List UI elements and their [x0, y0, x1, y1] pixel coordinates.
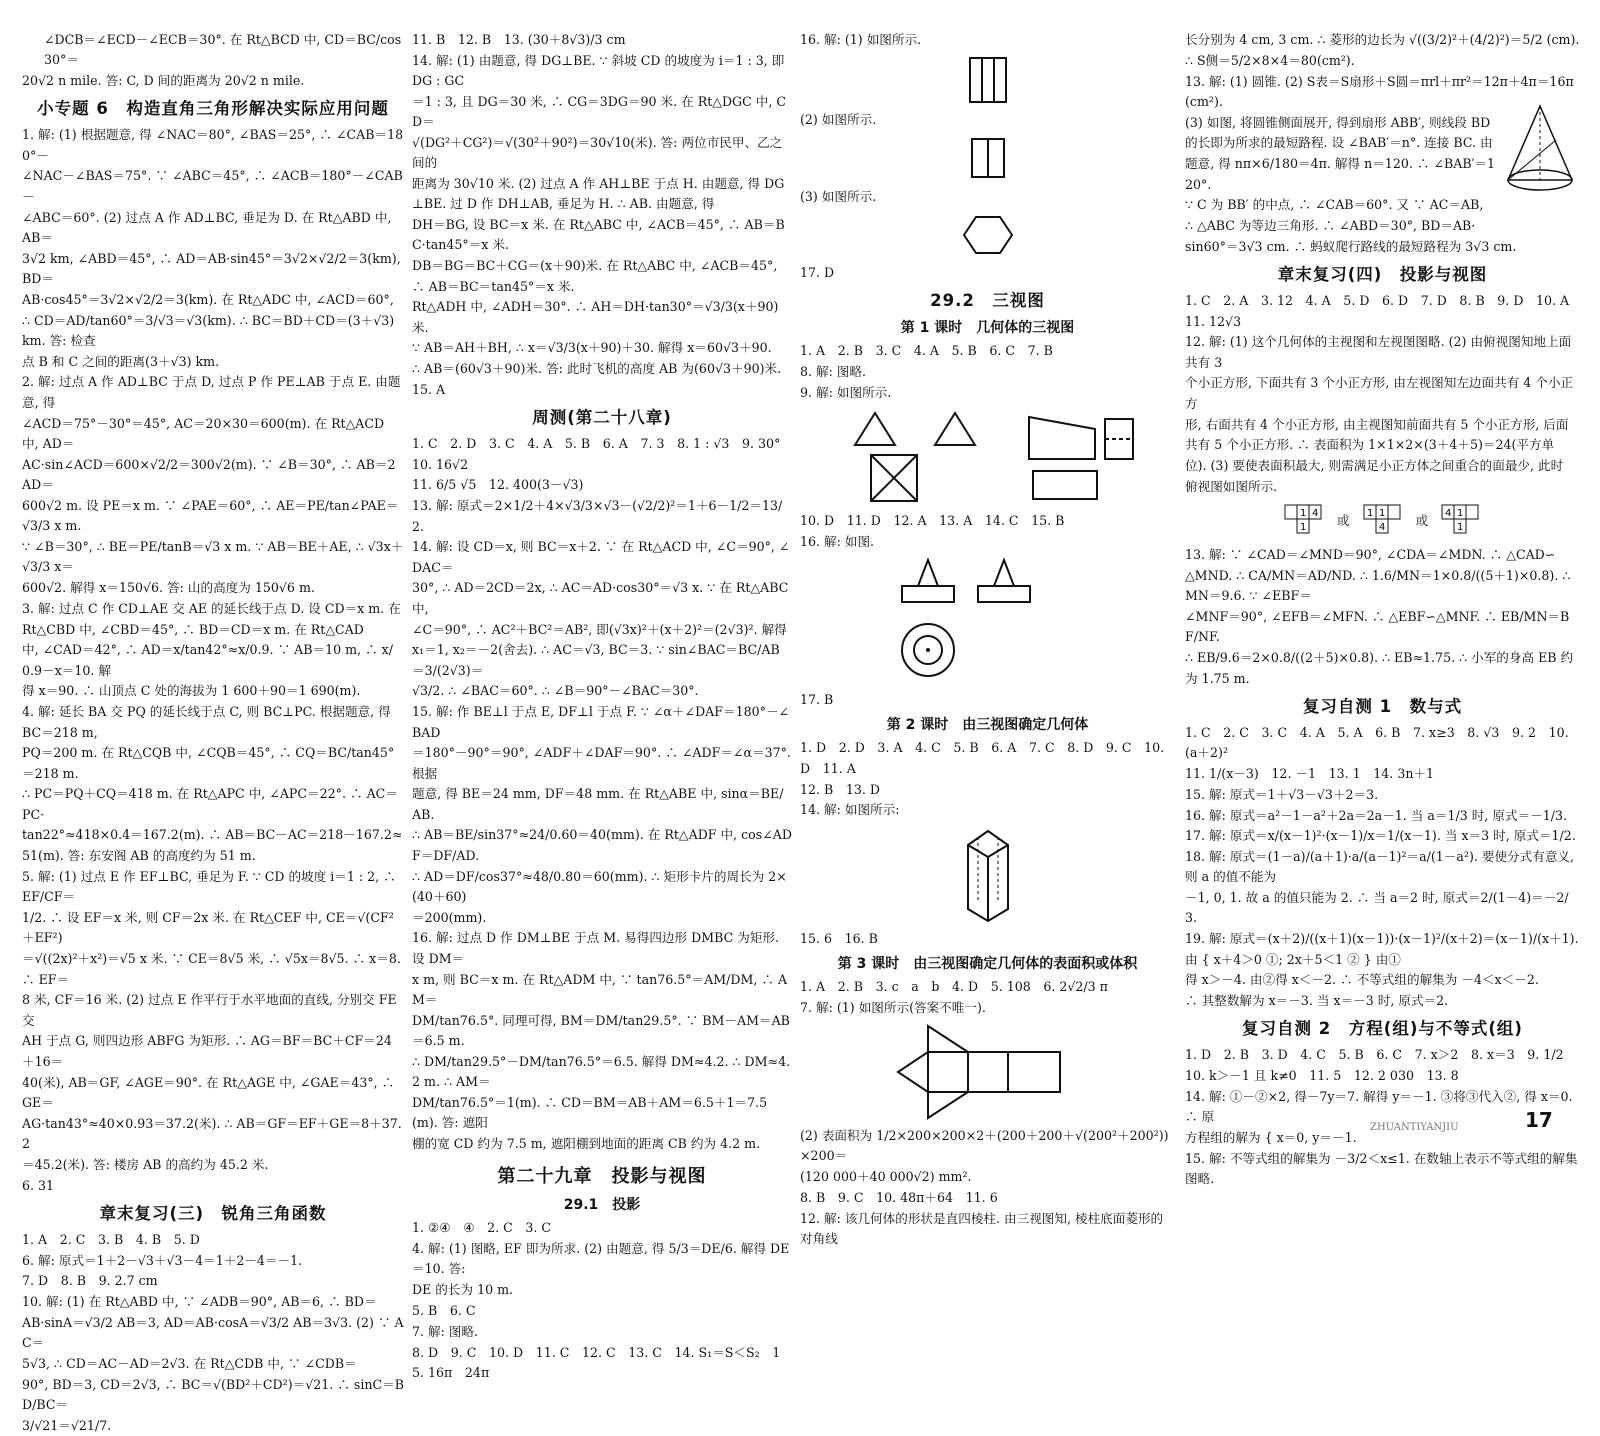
- c1-line-2: 20√2 n mile. 答: C, D 间的距离为 20√2 n mile.: [22, 73, 305, 89]
- c1-answer-4: [22, 702, 404, 866]
- top-view-grid-3: [1440, 503, 1482, 539]
- text-line: DM/tan76.5°＝1(m). ∴ CD＝BM＝AB＋AM＝6.5＋1＝7.5(m). 答: 遮阳: [412, 1094, 768, 1131]
- text-line: ＝200(mm).: [412, 909, 487, 925]
- text-line: 19. 解: 原式＝(x＋2)/((x＋1)(x－1))·(x－1)²/(x＋2)＝(x－1)/(x＋1). 由 { x＋4＞0 ①; 2x＋5＜1 ② } 由①: [1185, 931, 1579, 967]
- c3-lesson1-q9: 9. 解: 如图所示.: [800, 384, 892, 400]
- text-line: △MND. ∴ CA/MN＝AD/ND. ∴ 1.6/MN＝1×0.8/((5＋1)×0.8). ∴ MN＝9.6. ∵ ∠EBF＝: [1185, 568, 1571, 604]
- text-line: ∴ CD＝AD/tan60°＝3/√3＝√3(km). ∴ BC＝BD＋CD＝(3＋√3) km. 答: 检查: [22, 312, 395, 348]
- text-line: ∠NAC－∠BAS＝75°. ∵ ∠ABC＝45°, ∴ ∠ACB＝180°－∠CAB－: [22, 168, 403, 204]
- svg-text:1: 1: [1299, 522, 1307, 534]
- net-of-prism-figure: [888, 1022, 1088, 1122]
- c3-lesson2-choices: 1. D 2. D 3. A 4. C 5. B 6. A 7. C 8. D 9. C 10. D 11. A: [800, 740, 1165, 776]
- text-line: AH 于点 G, 则四边形 ABFG 为矩形. ∴ AG＝BF＝BC＋CF＝24＋16＝: [22, 1033, 392, 1069]
- c1-review3-answers: [22, 1230, 404, 1436]
- text-line: ∵ AB＝AH＋BH, ∴ x＝√3/3(x＋90)＋30. 解得 x＝60√3＋90.: [412, 340, 772, 356]
- text-line: ∴ S侧＝5/2×8×4＝80(cm²).: [1185, 52, 1355, 68]
- text-line: －1, 0, 1. 故 a 的值只能为 2. ∴ 当 a＝2 时, 原式＝2/(1－4)＝－2/3.: [1185, 890, 1569, 926]
- prism-solid-figure: [948, 825, 1028, 925]
- text-line: 14. 解: ①－②×2, 得－7y＝7. 解得 y＝－1. ③将③代入②, 得 x＝0. ∴ 原: [1185, 1089, 1573, 1125]
- text-line: 600√2 m. 设 PE＝x m. ∵ ∠PAE＝60°, ∴ AE＝PE/tan∠PAE＝√3/3 x m.: [22, 497, 399, 534]
- text-line: 1. A 2. C 3. B 4. B 5. D: [22, 1231, 200, 1247]
- text-line: 5. 解: (1) 过点 E 作 EF⊥BC, 垂足为 F. ∵ CD 的坡度 i＝1 : 2, ∴ EF/CF＝: [22, 869, 396, 905]
- svg-text:1: 1: [1378, 508, 1385, 520]
- c3-lesson1-q16: 16. 解: 如图.: [800, 533, 875, 549]
- text-line: √3/2. ∴ ∠BAC＝60°. ∴ ∠B＝90°－∠BAC＝30°.: [412, 683, 699, 699]
- svg-text:1: 1: [1299, 508, 1307, 520]
- c3-lesson3-q12: 12. 解: 该几何体的形状是直四棱柱. 由三视图知, 棱柱底面菱形的对角线: [800, 1210, 1164, 1247]
- text-line: 方程组的解为 { x＝0, y＝－1.: [1185, 1130, 1357, 1146]
- svg-text:4: 4: [1378, 522, 1385, 534]
- c1-answer-6: 6. 31: [22, 1177, 55, 1193]
- text-line: 1. C 2. A 3. 12 4. A 5. D 6. D 7. D 8. B 9. D 10. A 11. 12√3: [1185, 293, 1582, 329]
- c3-heading-lesson2: 第 2 课时 由三视图确定几何体: [886, 717, 1089, 734]
- top-view-grid-1: [1283, 503, 1325, 539]
- c3-lesson3-q7-part2b: (120 000＋40 000√2) mm².: [800, 1169, 972, 1185]
- column-1: [22, 30, 404, 1433]
- text-line: 4. 解: (1) 图略, EF 即为所求. (2) 由题意, 得 5/3＝DE/6. 解得 DE＝10. 答:: [412, 1241, 790, 1277]
- c3-q16: 16. 解: (1) 如图所示.: [800, 32, 922, 47]
- text-line: 11. B 12. B 13. (30＋8√3)/3 cm: [412, 32, 626, 47]
- c1-answer-2: [22, 372, 404, 598]
- text-line: 2. 解: 过点 A 作 AD⊥BC 于点 D, 过点 P 作 PE⊥AB 于点 E. 由题意, 得: [22, 374, 401, 410]
- c1-answer-1: [22, 125, 404, 372]
- c4-top-answers: [1185, 30, 1580, 257]
- text-line: 14. 解: (1) 由题意, 得 DG⊥BE. ∵ 斜坡 CD 的坡度为 i＝1 : 3, 即 DG : GC: [412, 52, 785, 89]
- c3-heading-29-2: 29.2 三视图: [930, 291, 1045, 311]
- text-line: Rt△CBD 中, ∠CBD＝45°, ∴ BD＝CD＝x m. 在 Rt△CAD: [22, 621, 364, 637]
- c3-heading-lesson3: 第 3 课时 由三视图确定几何体的表面积或体积: [837, 955, 1138, 972]
- text-line: ∴ 其整数解为 x＝－3. 当 x＝－3 时, 原式＝2.: [1185, 993, 1449, 1009]
- c3-q16-part3: (3) 如图所示.: [800, 188, 877, 204]
- c2-top-answers: [412, 30, 792, 400]
- text-line: ∠MNF＝90°, ∠EFB＝∠MFN. ∴ △EBF∽△MNF. ∴ EB/MN＝BF/NF.: [1185, 609, 1570, 645]
- text-line: 14. 解: 设 CD＝x, 则 BC＝x＋2. ∵ 在 Rt△ACD 中, ∠C＝90°, ∠DAC＝: [412, 539, 790, 575]
- text-line: AB·cos45°＝3√2×√2/2＝3(km). 在 Rt△ADC 中, ∠ACD＝60°,: [22, 291, 394, 307]
- text-line: 7. 解: 图略.: [412, 1323, 479, 1339]
- text-line: 题意, 得 nπ×6/180＝4π. 解得 n＝120. ∴ ∠BAB′＝120°.: [1185, 156, 1496, 192]
- text-line: x₁＝1, x₂＝－2(舍去). ∴ AC＝√3, BC＝3. ∵ sin∠BAC＝BC/AB＝3/(2√3)＝: [412, 642, 780, 678]
- text-line: ∴ AB＝BE/sin37°≈24/0.60＝40(mm). 在 Rt△ADF 中, cos∠ADF＝DF/AD.: [412, 827, 792, 863]
- text-line: ＝180°－90°＝90°, ∠ADF＋∠DAF＝90°. ∴ ∠ADF＝∠α＝37°. 根据: [412, 745, 791, 781]
- text-line: 17. 解: 原式＝x/(x－1)²·(x－1)/x＝1/(x－1). 当 x＝3 时, 原式＝1/2.: [1185, 828, 1576, 844]
- c4-review4-answers: [1185, 291, 1580, 497]
- text-line: 12. 解: (1) 这个几何体的主视图和左视图图略. (2) 由俯视图知地上面共有 3: [1185, 334, 1572, 370]
- text-line: 共有 5 个小正方形. ∴ 表面积为 1×1×2×(3＋4＋5)＝24(平方单: [1185, 437, 1555, 453]
- column-3: [800, 30, 1175, 1247]
- text-line: 点 B 和 C 之间的距离(3＋√3) km.: [22, 353, 220, 369]
- c4-self-test-2-answers: [1185, 1045, 1580, 1189]
- text-line: DE 的长为 10 m.: [412, 1282, 514, 1298]
- text-line: 13. 解: (1) 圆锥. (2) S表＝S扇形＋S圆＝πrl＋πr²＝12π＋4π＝16π(cm²).: [1185, 73, 1574, 109]
- text-line: 1. C 2. D 3. C 4. A 5. B 6. A 7. 3 8. 1 : √3 9. 30° 10. 16√2: [412, 436, 793, 472]
- column-2: [412, 30, 793, 1380]
- text-line: 1/2. ∴ 设 EF＝x 米, 则 CF＝2x 米. 在 Rt△CEF 中, CE＝√(CF²＋EF²): [22, 910, 394, 946]
- svg-text:1: 1: [1366, 508, 1373, 520]
- c4-self-test-1-answers: [1185, 723, 1580, 1012]
- text-line: (3) 如图, 将圆锥侧面展开, 得到扇形 ABB′, 则线段 BD: [1185, 114, 1491, 130]
- text-line: 6. 解: 原式＝1＋2－√3＋√3－4＝1＋2－4＝－1.: [22, 1252, 303, 1268]
- c3-lesson3-choices: 1. A 2. B 3. c a b 4. D 5. 108 6. 2√2/3 π: [800, 978, 1108, 994]
- text-line: DB＝BG＝BC＋CG＝(x＋90)米. 在 Rt△ABC 中, ∠ACB＝45°, ∴ AB＝BC＝tan45°＝x 米.: [412, 258, 778, 294]
- text-line: ∠C＝90°, ∴ AC²＋BC²＝AB², 即(√3x)²＋(x＋2)²＝(2√3)². 解得: [412, 621, 787, 637]
- svg-text:1: 1: [1457, 508, 1464, 520]
- text-line: 16. 解: 过点 D 作 DM⊥BE 于点 M. 易得四边形 DMBC 为矩形. 设 DM＝: [412, 930, 780, 966]
- c4-answer-13: [1185, 545, 1580, 689]
- text-line: x m, 则 BC＝x m. 在 Rt△ADM 中, ∵ tan76.5°＝AM/DM, ∴ AM＝: [412, 971, 788, 1007]
- text-line: 15. A: [412, 382, 446, 398]
- column-4: [1185, 30, 1582, 1187]
- c3-lesson1-choices-2: 10. D 11. D 12. A 13. A 14. C 15. B: [800, 513, 1065, 529]
- c3-lesson3-choices-2: 8. B 9. C 10. 48π＋64 11. 6: [800, 1189, 998, 1205]
- text-line: 40(米), AB＝GF, ∠AGE＝90°. 在 Rt△AGE 中, ∠GAE＝43°, ∴ GE＝: [22, 1074, 395, 1110]
- text-line: ∴ AD＝DF/cos37°≈48/0.80＝60(mm). ∴ 矩形卡片的周长为 2×(40＋60): [412, 868, 787, 904]
- text-line: AB·sinA＝√3/2 AB＝3, AD＝AB·cosA＝√3/2 AB＝3√3. (2) ∵ AC＝: [22, 1315, 404, 1351]
- text-line: 中, ∠CAD＝42°, ∴ AD＝x/tan42°≈x/0.9. ∵ AB＝10 m, ∴ x/0.9－x＝10. 解: [22, 642, 394, 678]
- text-line: DM/tan76.5°. 同理可得, BM＝DM/tan29.5°. ∵ BM－AM＝AB＝6.5 m.: [412, 1012, 790, 1048]
- text-line: 得 x＝90. ∴ 山顶点 C 处的海拔为 1 600＋90＝1 690(m).: [22, 683, 361, 699]
- c3-lesson2-choices-2: 12. B 13. D: [800, 781, 881, 797]
- text-line: Rt△ADH 中, ∠ADH＝30°. ∴ AH＝DH·tan30°＝√3/3(x＋90)米.: [412, 299, 779, 335]
- text-line: ∴ EB/9.6＝2×0.8/((2＋5)×0.8). ∴ EB≈1.75. ∴ 小军的身高 EB 约为 1.75 m.: [1185, 650, 1574, 686]
- c4-heading-self-test-1: 复习自测 1 数与式: [1302, 696, 1463, 716]
- c2-heading-chapter29: 第二十九章 投影与视图: [497, 1166, 707, 1188]
- c3-q16-part2: (2) 如图所示.: [800, 112, 877, 128]
- c1-answer-5: [22, 867, 404, 1175]
- text-line: 8 米, CF＝16 米. (2) 过点 E 作平行于水平地面的直线, 分别交 FE 交: [22, 992, 397, 1028]
- text-line: 11. 1/(x－3) 12. －1 13. 1 14. 3n＋1: [1185, 765, 1435, 781]
- text-line: 距离为 30√10 米. (2) 过点 A 作 AH⊥BE 于点 H. 由题意, 得 DG⊥BE. 过 D 作 DH⊥AB, 垂足为 H. ∴ AB. 由题意, 得: [412, 176, 785, 212]
- c4-heading-self-test-2: 复习自测 2 方程(组)与不等式(组): [1242, 1019, 1523, 1039]
- text-line: ∴ △ABC 为等边三角形. ∴ ∠ABD＝30°, BD＝AB·: [1185, 218, 1476, 234]
- cone-unfold-figure: [1500, 100, 1580, 210]
- svg-text:4: 4: [1445, 508, 1452, 520]
- c2-heading-weekly-test: 周测(第二十八章): [532, 408, 672, 428]
- text-line: 51(m). 答: 东安阁 AB 的高度约为 51 m.: [22, 848, 256, 864]
- text-line: 3/√21＝√21/7.: [22, 1418, 112, 1433]
- text-line: 5. B 6. C: [412, 1302, 476, 1318]
- three-vertical-rectangles-figure: [958, 54, 1018, 106]
- text-line: 600√2. 解得 x＝150√6. 答: 山的高度为 150√6 m.: [22, 579, 315, 595]
- text-line: 位). (3) 要使表面积最大, 则需满足小正方体之间重合的面最少, 此时: [1185, 458, 1564, 474]
- text-line: ＝√((2x)²＋x²)＝√5 x 米. ∵ CE＝8√5 米, ∴ √5x＝8√5. ∴ x＝8. ∴ EF＝: [22, 951, 401, 987]
- text-line: ∵ ∠B＝30°, ∴ BE＝PE/tanB＝√3 x m. ∵ AB＝BE＋AE, ∴ √3x＋√3/3 x＝: [22, 538, 404, 575]
- c2-29-1-answers: [412, 1218, 792, 1383]
- text-line: ∴ DM/tan29.5°－DM/tan76.5°＝6.5. 解得 DM≈4.2. ∴ DM≈4.2 m. ∴ AM＝: [412, 1053, 791, 1090]
- hexagon-figure: [958, 211, 1018, 259]
- c3-lesson1-q8: 8. 解: 图略.: [800, 363, 867, 379]
- text-line: 13. 解: ∵ ∠CAD＝∠MND＝90°, ∠CDA＝∠MDN. ∴ △CAD∽: [1185, 547, 1556, 563]
- or-label-1: 或: [1336, 512, 1350, 528]
- text-line: 10. k＞－1 且 k≠0 11. 5 12. 2 030 13. 8: [1185, 1068, 1459, 1084]
- text-line: 题意, 得 BE＝24 mm, DF＝48 mm. 在 Rt△ABE 中, sinα＝BE/AB.: [412, 786, 784, 822]
- top-view-grids: [1185, 503, 1580, 539]
- three-view-drawing-figure: [823, 407, 1153, 507]
- c1-line-1: ∠DCB＝∠ECD－∠ECB＝30°. 在 Rt△BCD 中, CD＝BC/cos30°＝: [44, 32, 402, 68]
- text-line: AG·tan43°≈40×0.93＝37.2(米). ∴ AB＝GF＝EF＋GE＝8＋37.2: [22, 1115, 402, 1151]
- text-line: 3√2 km, ∠ABD＝45°, ∴ AD＝AB·sin45°＝3√2×√2/2＝3(km), BD＝: [22, 250, 401, 286]
- text-line: 15. 解: 不等式组的解集为 －3/2＜x≤1. 在数轴上表示不等式组的解集图略.: [1185, 1150, 1578, 1187]
- text-line: 俯视图如图所示.: [1185, 478, 1278, 494]
- text-line: ∴ AB＝(60√3＋90)米. 答: 此时飞机的高度 AB 为(60√3＋90)米.: [412, 361, 782, 377]
- text-line: 棚的宽 CD 约为 7.5 m, 遮阳棚到地面的距离 CB 约为 4.2 m.: [412, 1135, 761, 1151]
- text-line: 11. 6/5 √5 12. 400(3－√3): [412, 477, 584, 493]
- c3-lesson2-q15: 15. 6 16. B: [800, 930, 878, 946]
- footer-text: ZHUANTIYANJIU: [1370, 1122, 1459, 1133]
- c1-answer-3: [22, 599, 404, 702]
- cone-views-figure: [888, 556, 1088, 686]
- text-line: 15. 解: 原式＝1＋√3－√3＋2＝3.: [1185, 786, 1379, 802]
- text-line: PQ＝200 m. 在 Rt△CQB 中, ∠CQB＝45°, ∴ CQ＝BC/tan45°＝218 m.: [22, 745, 395, 781]
- text-line: 90°, BD＝3, CD＝2√3, ∴ BC＝√(BD²＋CD²)＝√21. ∴ sinC＝BD/BC＝: [22, 1376, 404, 1413]
- top-view-grid-2: [1362, 503, 1404, 539]
- two-rectangles-figure: [958, 135, 1018, 183]
- text-line: AC·sin∠ACD＝600×√2/2＝300√2(m). ∵ ∠B＝30°, ∴ AB＝2AD＝: [22, 456, 396, 492]
- text-line: ∵ C 为 BB′ 的中点, ∴ ∠CAB＝60°. 又 ∵ AC＝AB,: [1185, 197, 1484, 213]
- text-line: 4. 解: 延长 BA 交 PQ 的延长线于点 C, 则 BC⊥PC. 根据题意, 得 BC＝218 m,: [22, 704, 391, 740]
- text-line: ＝45.2(米). 答: 楼房 AB 的高约为 45.2 米.: [22, 1156, 269, 1172]
- text-line: 5√3, ∴ CD＝AC－AD＝2√3. 在 Rt△CDB 中, ∵ ∠CDB＝: [22, 1356, 357, 1372]
- text-line: 1. 解: (1) 根据题意, 得 ∠NAC＝80°, ∠BAS＝25°, ∴ ∠CAB＝180°－: [22, 127, 404, 163]
- text-line: 形, 右面共有 4 个小正方形, 由主视图知前面共有 5 个小正方形, 后面: [1185, 416, 1569, 432]
- text-line: 15. 解: 作 BE⊥l 于点 E, DF⊥l 于点 F. ∵ ∠α＋∠DAF＝180°－∠BAD: [412, 704, 790, 740]
- text-line: 30°, ∴ AD＝2CD＝2x, ∴ AC＝AD·cos30°＝√3 x. ∵ 在 Rt△ABC 中,: [412, 580, 789, 616]
- c3-lesson3-q7-part2a: (2) 表面积为 1/2×200×200×2＋(200＋200＋√(200²＋200²))×200＝: [800, 1128, 1169, 1164]
- text-line: 得 x＞－4. 由②得 x＜－2. ∴ 不等式组的解集为 －4＜x＜－2.: [1185, 972, 1539, 988]
- text-line: ∴ PC＝PQ＋CQ＝418 m. 在 Rt△APC 中, ∠APC＝22°. ∴ AC＝PC·: [22, 786, 398, 822]
- c4-heading-review4: 章末复习(四) 投影与视图: [1277, 265, 1488, 285]
- c3-heading-lesson1: 第 1 课时 几何体的三视图: [900, 320, 1075, 337]
- c3-lesson2-q14: 14. 解: 如图所示:: [800, 802, 900, 818]
- text-line: 16. 解: 原式＝a²－1－a²＋2a＝2a－1. 当 a＝1/3 时, 原式＝－1/3.: [1185, 807, 1568, 823]
- text-line: ∠ABC＝60°. (2) 过点 A 作 AD⊥BC, 垂足为 D. 在 Rt△ABD 中, AB＝: [22, 209, 392, 245]
- text-line: 7. D 8. B 9. 2.7 cm: [22, 1273, 158, 1289]
- text-line: 18. 解: 原式＝(1－a)/(a＋1)·a/(a－1)²＝a/(1－a²). 要使分式有意义, 则 a 的值不能为: [1185, 849, 1575, 885]
- or-label-2: 或: [1415, 512, 1429, 528]
- text-line: 8. D 9. C 10. D 11. C 12. C 13. C 14. S₁＝S＜S₂ 15. 16π 24π: [412, 1344, 781, 1380]
- svg-text:1: 1: [1457, 522, 1464, 534]
- text-line: DH＝BG, 设 BC＝x 米. 在 Rt△ABC 中, ∠ACB＝45°, ∴ AB＝BC·tan45°＝x 米.: [412, 217, 785, 253]
- c1-heading-topic6: 小专题 6 构造直角三角形解决实际应用问题: [37, 99, 389, 119]
- c3-lesson1-q17: 17. B: [800, 692, 834, 708]
- text-line: 长分别为 4 cm, 3 cm. ∴ 菱形的边长为 √((3/2)²＋(4/2)²)＝5/2 (cm).: [1185, 32, 1580, 47]
- c3-q17: 17. D: [800, 264, 835, 280]
- text-line: 1. C 2. C 3. C 4. A 5. A 6. B 7. x≥3 8. √3 9. 2 10. (a＋2)²: [1185, 724, 1569, 761]
- text-line: 13. 解: 原式＝2×1/2＋4×√3/3×√3－(√2/2)²＝1＋6－1/2＝13/2.: [412, 498, 783, 534]
- text-line: 的长即为所求的最短路程. 设 ∠BAB′＝n°. 连接 BC. 由: [1185, 135, 1493, 151]
- svg-text:4: 4: [1311, 508, 1319, 520]
- c2-weekly-answers: [412, 434, 792, 1154]
- text-line: ＝1 : 3, 且 DG＝30 米, ∴ CG＝3DG＝90 米. 在 Rt△DGC 中, CD＝: [412, 93, 786, 130]
- text-line: tan22°≈418×0.4＝167.2(m). ∴ AB＝BC－AC＝218－167.2≈: [22, 827, 403, 843]
- text-line: sin60°＝3√3 cm. ∴ 蚂蚁爬行路线的最短路程为 3√3 cm.: [1185, 238, 1517, 254]
- c1-heading-review3: 章末复习(三) 锐角三角函数: [99, 1203, 327, 1223]
- text-line: 1. ②④ ④ 2. C 3. C: [412, 1220, 551, 1236]
- page-number: 17: [1525, 1108, 1553, 1132]
- text-line: √(DG²＋CG²)＝√(30²＋90²)＝30√10(米). 答: 两位市民甲、乙之间的: [412, 134, 783, 171]
- c2-heading-29-1: 29.1 投影: [563, 1197, 641, 1214]
- text-line: 1. D 2. B 3. D 4. C 5. B 6. C 7. x＞2 8. x＝3 9. 1/2: [1185, 1047, 1564, 1063]
- text-line: ∠ACD＝75°－30°＝45°, AC＝20×30＝600(m). 在 Rt△ACD 中, AD＝: [22, 415, 385, 451]
- text-line: 3. 解: 过点 C 作 CD⊥AE 交 AE 的延长线于点 D. 设 CD＝x m. 在: [22, 600, 401, 616]
- c3-lesson1-choices: 1. A 2. B 3. C 4. A 5. B 6. C 7. B: [800, 343, 1053, 359]
- text-line: 10. 解: (1) 在 Rt△ABD 中, ∵ ∠ADB＝90°, AB＝6, ∴ BD＝: [22, 1294, 377, 1310]
- text-line: 个小正方形, 下面共有 3 个小正方形, 由左视图知左边面共有 4 个小正方: [1185, 375, 1574, 411]
- c3-lesson3-q7: 7. 解: (1) 如图所示(答案不唯一).: [800, 999, 986, 1015]
